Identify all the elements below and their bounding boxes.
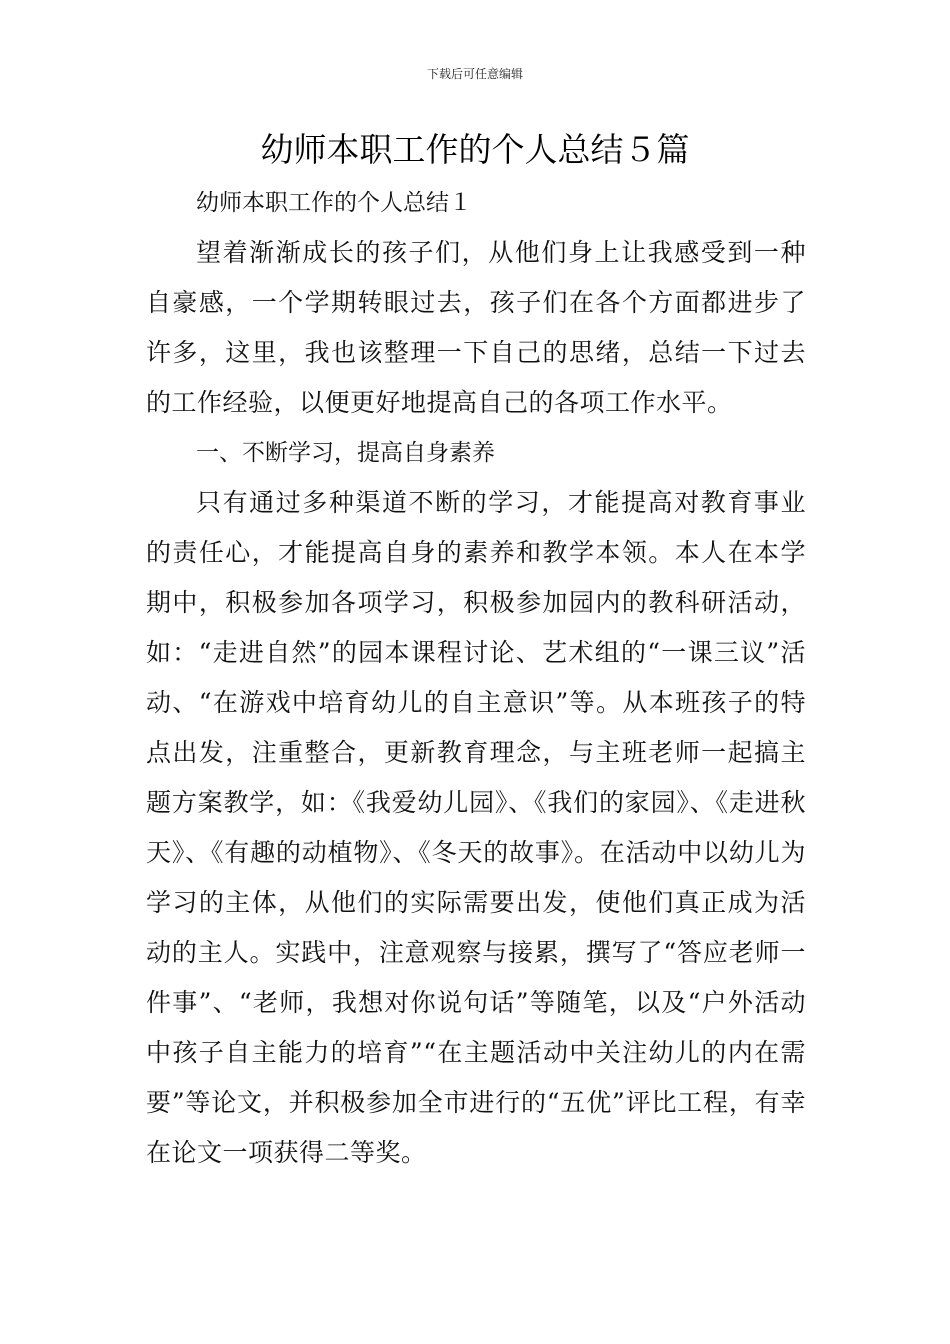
paragraph-learning: 只有通过多种渠道不断的学习，才能提高对教育事业的责任心，才能提高自身的素养和教学本领。本人在本学期中，积极参加各项学习，积极参加园内的教科研活动，如：“走进自然”的园本课程讨论、艺术组的“一课三议”活动、“在游戏中培育幼儿的自主意识”等。从本班孩子的特点出发，注重整合，更新教育理念，与主班老师一起搞主题方案教学，如：《我爱幼儿园》、《我们的家园》、《走进秋天》、《有趣的动植物》、《冬天的故事》。在活动中以幼儿为学习的主体，从他们的实际需要出发，使他们真正成为活动的主人。实践中，注意观察与接累，撰写了“答应老师一件事”、“老师，我想对你说句话”等随笔，以及“户外活动中孩子自主能力的培育”“在主题活动中关注幼儿的内在需要”等论文，并积极参加全市进行的“五优”评比工程，有幸在论文一项获得二等奖。 (146, 488, 806, 1167)
document-body (146, 178, 806, 1178)
page-header-note: 下载后可任意编辑 (426, 67, 523, 81)
section-heading-learning: 一、不断学习，提高自身素养 (196, 440, 495, 466)
section-subtitle: 幼师本职工作的个人总结１ (196, 190, 472, 216)
document-title: 幼师本职工作的个人总结５篇 (260, 130, 690, 169)
paragraph-intro: 望着渐渐成长的孩子们，从他们身上让我感受到一种自豪感，一个学期转眼过去，孩子们在各个方面都进步了许多，这里，我也该整理一下自己的思绪，总结一下过去的工作经验，以便更好地提高自己的各项工作水平。 (146, 238, 806, 417)
